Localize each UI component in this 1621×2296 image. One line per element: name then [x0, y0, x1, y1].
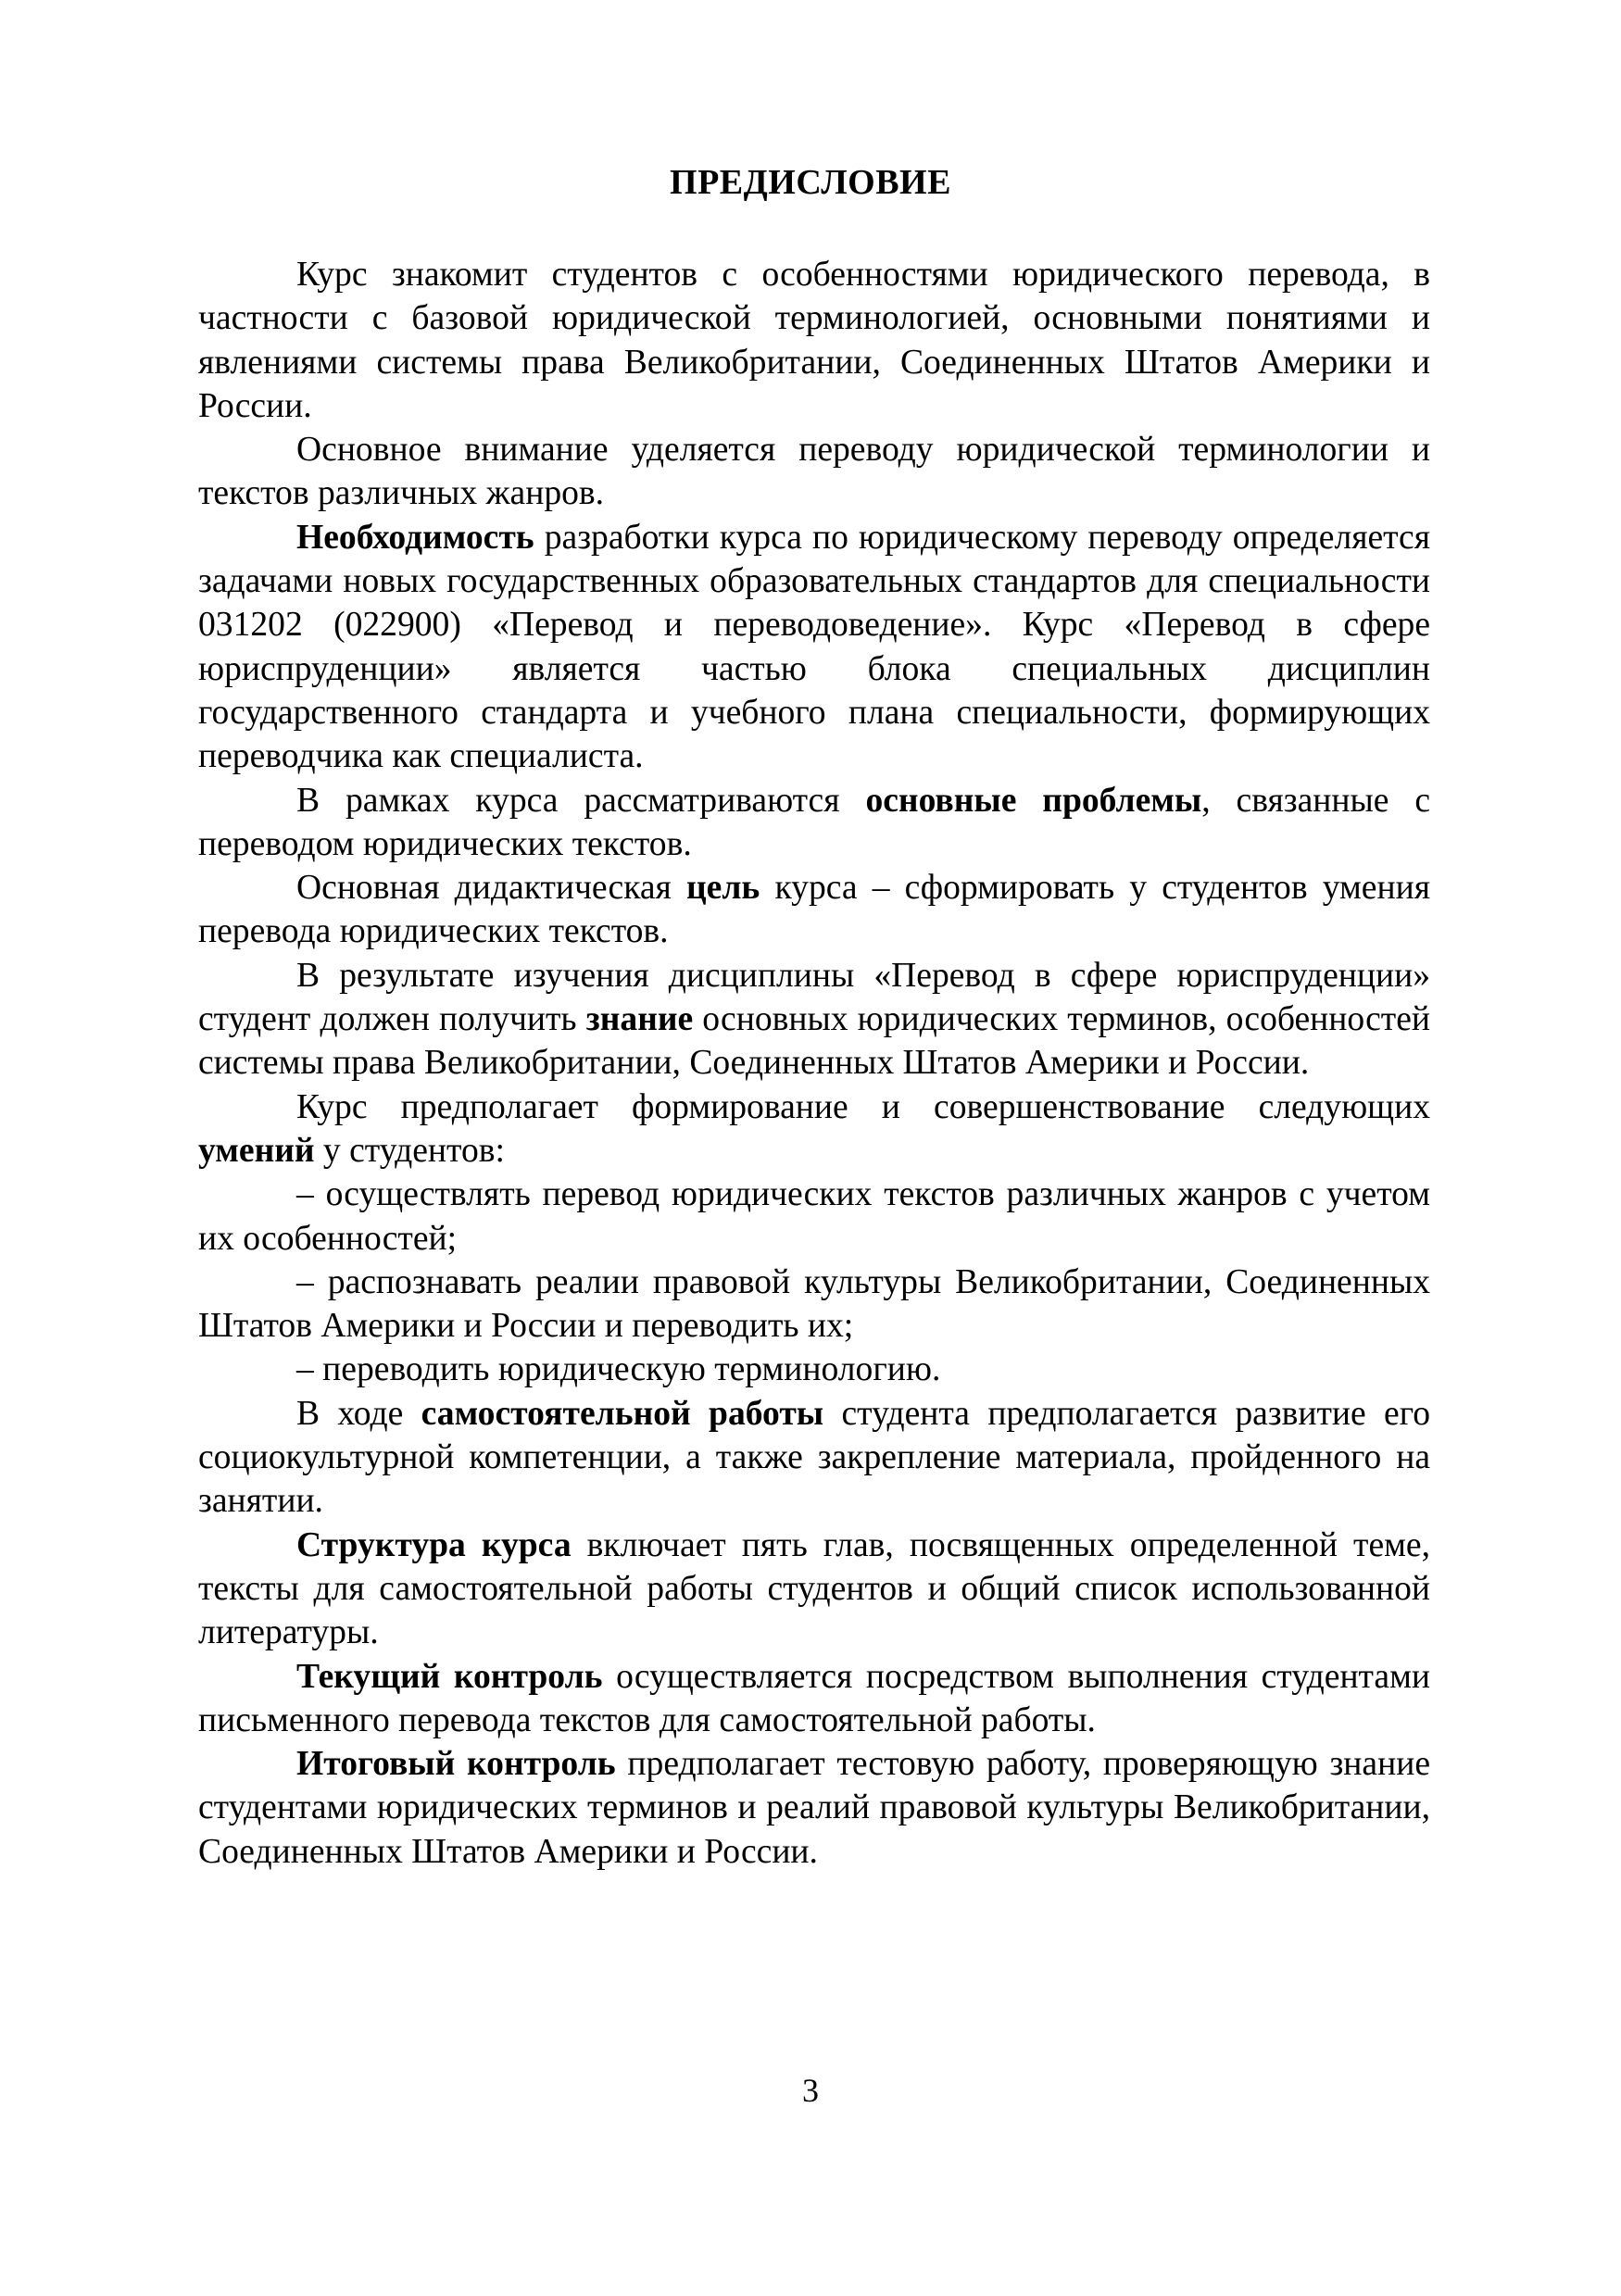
paragraph-goal: Основная дидактическая цель курса – сформировать у студентов умения перевода юридических текстов.: [198, 869, 1430, 951]
list-item-skill-2: – распознавать реалии правовой культуры Великобритании, Соединенных Штатов Америки и России и переводить их;: [198, 1262, 1430, 1346]
list-item-skill-3: – переводить юридическую терминологию.: [296, 1350, 941, 1389]
paragraph-intro: Курс знакомит студентов с особенностями юридического перевода, в частности с базовой юридической терминологией, основными понятиями и явлениями системы права Великобритании, Соединенных Штатов Америки и России.: [198, 256, 1430, 425]
paragraph-current-control: Текущий контроль осуществляется посредством выполнения студентами письменного перевода текстов для самостоятельной работы.: [198, 1657, 1431, 1739]
paragraph-final-control: Итоговый контроль предполагает тестовую работу, проверяющую знание студентами юридических терминов и реалий правовой культуры Великобритании, Соединенных Штатов Америки и России.: [198, 1745, 1430, 1871]
paragraph-structure: Структура курса включает пять глав, посвященных определенной теме, тексты для самостоятельной работы студентов и общий список использованной литературы.: [198, 1525, 1431, 1652]
document-body: [198, 253, 1430, 1874]
paragraph-skills: Курс предполагает формирование и совершенствование следующих умений у студентов:: [198, 1087, 1430, 1170]
page-title: ПРЕДИСЛОВИЕ: [670, 163, 951, 202]
paragraph-independent-work: В ходе самостоятельной работы студента предполагается развитие его социокультурной компетенции, а также закрепление материала, пройденного на занятии.: [198, 1394, 1431, 1521]
page-number: 3: [802, 2072, 819, 2109]
paragraph-knowledge: В результате изучения дисциплины «Перевод в сфере юриспруденции» студент должен получить знание основных юридических терминов, особенностей системы права Великобритании, Соединенных Штатов Америки и России.: [198, 956, 1430, 1083]
paragraph-problems: В рамках курса рассматриваются основные проблемы, связанные с переводом юридических текстов.: [198, 781, 1430, 863]
list-item-skill-1: – осуществлять перевод юридических текстов различных жанров с учетом их особенностей;: [198, 1175, 1430, 1258]
paragraph-focus: Основное внимание уделяется переводу юридической терминологии и текстов различных жанров.: [198, 431, 1430, 513]
paragraph-necessity: Необходимость разработки курса по юридическому переводу определяется задачами новых государственных образовательных стандартов для специальности 031202 (022900) «Перевод и переводоведение». Курс «Перевод в сфере юриспруденции» является частью блока специальных дисциплин государственного стандарта и учебного плана специальности, формирующих переводчика как специалиста.: [198, 518, 1430, 776]
